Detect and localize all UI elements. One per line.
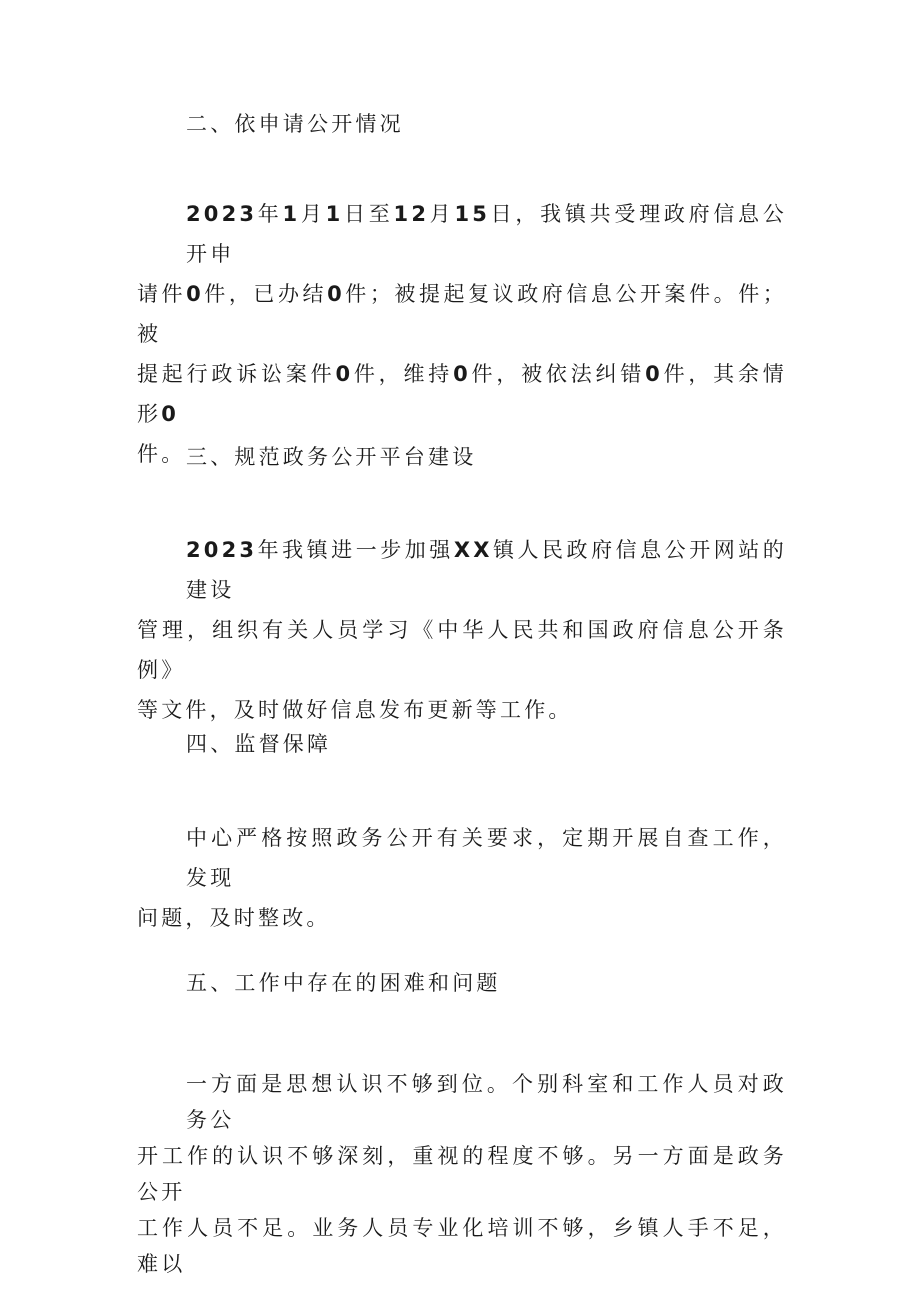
section-paragraph-4 [137,818,787,938]
paragraph-line: 管理，组织有关人员学习《中华人民共和国政府信息公开条例》 [137,618,787,682]
section-heading-4: 四、监督保障 [186,732,332,756]
paragraph-line: 工作人员不足。业务人员专业化培训不够，乡镇人手不足，难以 [137,1216,787,1276]
paragraph-line: 2023年我镇进一步加强XX镇人民政府信息公开网站的建设 [186,538,787,602]
section-heading-5: 五、工作中存在的困难和问题 [186,971,501,995]
paragraph-line: 开工作的认识不够深刻，重视的程度不够。另一方面是政务公开 [137,1144,787,1204]
paragraph-line: 提起行政诉讼案件0件，维持0件，被依法纠错0件，其余情形0 [137,362,787,426]
paragraph-line: 请件0件，已办结0件；被提起复议政府信息公开案件。件；被 [137,282,787,346]
paragraph-line: 问题，及时整改。 [137,906,331,930]
section-paragraph-2 [137,194,787,474]
paragraph-line: 等文件，及时做好信息发布更新等工作。 [137,698,573,722]
paragraph-line: 中心严格按照政务公开有关要求，定期开展自查工作，发现 [186,826,787,890]
section-heading-2: 二、依申请公开情况 [186,112,404,136]
section-heading-3: 三、规范政务公开平台建设 [186,445,477,469]
paragraph-line: 2023年1月1日至12月15日，我镇共受理政府信息公开申 [186,202,788,266]
section-paragraph-5 [137,1066,787,1282]
paragraph-line: 一方面是思想认识不够到位。个别科室和工作人员对政务公 [186,1072,787,1132]
section-paragraph-3 [137,530,787,730]
paragraph-line: 件。 [137,442,186,466]
